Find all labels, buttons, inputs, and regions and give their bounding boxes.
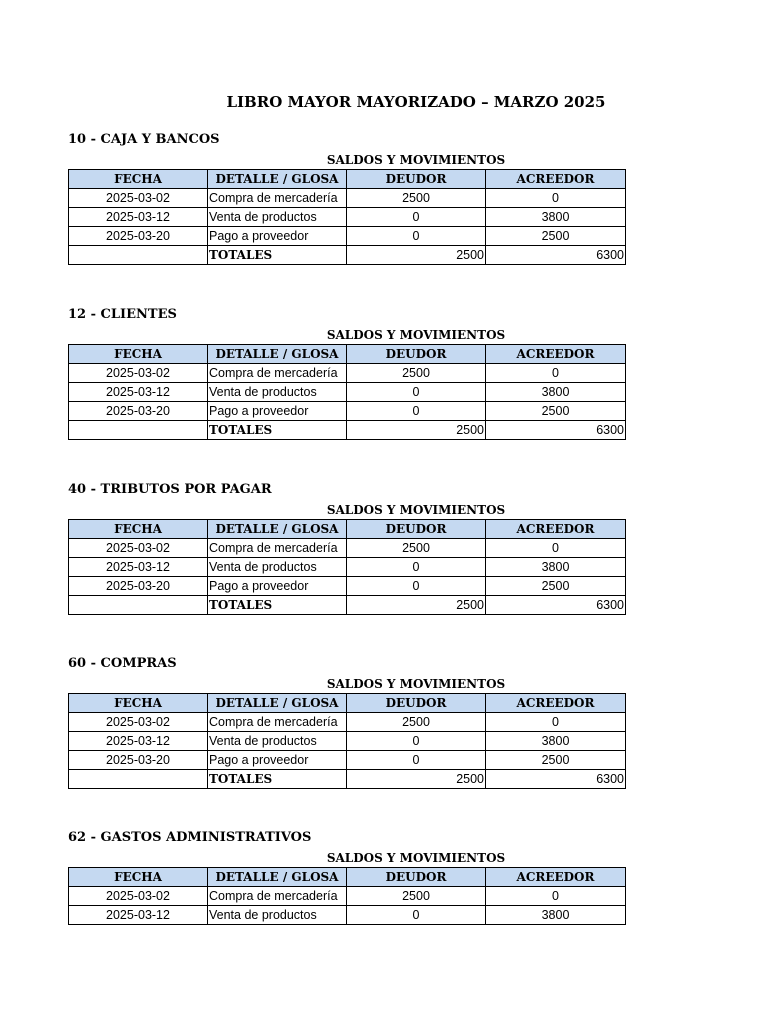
ledger-table	[68, 519, 626, 615]
table-row	[69, 539, 626, 558]
cell-acreedor: 0	[486, 713, 626, 732]
cell-empty	[69, 246, 208, 265]
total-deudor: 2500	[347, 246, 486, 265]
header-detalle: DETALLE / GLOSA	[208, 345, 347, 364]
cell-fecha: 2025-03-20	[69, 402, 208, 421]
cell-empty	[69, 596, 208, 615]
table-row	[69, 364, 626, 383]
totals-row	[69, 596, 626, 615]
table-row	[69, 887, 626, 906]
cell-detalle: Venta de productos	[208, 208, 347, 227]
header-deudor: DEUDOR	[347, 170, 486, 189]
cell-acreedor: 3800	[486, 208, 626, 227]
cell-acreedor: 0	[486, 189, 626, 208]
table-row	[69, 558, 626, 577]
cell-deudor: 0	[347, 383, 486, 402]
account-title: 62 - GASTOS ADMINISTRATIVOS	[68, 830, 312, 845]
cell-fecha: 2025-03-02	[69, 189, 208, 208]
cell-detalle: Pago a proveedor	[208, 227, 347, 246]
cell-deudor: 0	[347, 751, 486, 770]
cell-acreedor: 2500	[486, 402, 626, 421]
cell-fecha: 2025-03-12	[69, 383, 208, 402]
table-caption: SALDOS Y MOVIMIENTOS	[326, 851, 506, 865]
header-deudor: DEUDOR	[347, 694, 486, 713]
table-row	[69, 713, 626, 732]
account-section	[68, 655, 625, 789]
page-title: LIBRO MAYOR MAYORIZADO – MARZO 2025	[226, 93, 606, 111]
account-title: 60 - COMPRAS	[68, 656, 177, 671]
totals-label: TOTALES	[208, 421, 347, 440]
cell-deudor: 0	[347, 402, 486, 421]
cell-deudor: 2500	[347, 364, 486, 383]
cell-acreedor: 3800	[486, 906, 626, 925]
header-acreedor: ACREEDOR	[486, 694, 626, 713]
header-fecha: FECHA	[69, 694, 208, 713]
cell-deudor: 2500	[347, 539, 486, 558]
table-caption: SALDOS Y MOVIMIENTOS	[326, 677, 506, 691]
cell-acreedor: 2500	[486, 577, 626, 596]
cell-fecha: 2025-03-02	[69, 713, 208, 732]
table-row	[69, 577, 626, 596]
cell-fecha: 2025-03-12	[69, 208, 208, 227]
cell-detalle: Compra de mercadería	[208, 887, 347, 906]
cell-fecha: 2025-03-12	[69, 732, 208, 751]
ledger-table	[68, 344, 626, 440]
cell-deudor: 0	[347, 208, 486, 227]
table-caption: SALDOS Y MOVIMIENTOS	[326, 328, 506, 342]
totals-label: TOTALES	[208, 596, 347, 615]
account-section	[68, 481, 625, 615]
table-caption: SALDOS Y MOVIMIENTOS	[326, 503, 506, 517]
account-section	[68, 829, 625, 925]
table-row	[69, 402, 626, 421]
ledger-table	[68, 693, 626, 789]
table-row	[69, 208, 626, 227]
cell-deudor: 0	[347, 577, 486, 596]
total-deudor: 2500	[347, 596, 486, 615]
account-title: 10 - CAJA Y BANCOS	[68, 132, 220, 147]
header-detalle: DETALLE / GLOSA	[208, 868, 347, 887]
totals-row	[69, 770, 626, 789]
header-fecha: FECHA	[69, 520, 208, 539]
cell-detalle: Compra de mercadería	[208, 539, 347, 558]
cell-acreedor: 2500	[486, 751, 626, 770]
header-acreedor: ACREEDOR	[486, 170, 626, 189]
cell-deudor: 2500	[347, 887, 486, 906]
total-acreedor: 6300	[486, 770, 626, 789]
cell-acreedor: 3800	[486, 558, 626, 577]
header-detalle: DETALLE / GLOSA	[208, 694, 347, 713]
cell-detalle: Pago a proveedor	[208, 577, 347, 596]
cell-empty	[69, 770, 208, 789]
cell-fecha: 2025-03-12	[69, 558, 208, 577]
cell-fecha: 2025-03-02	[69, 539, 208, 558]
header-row	[69, 694, 626, 713]
cell-fecha: 2025-03-02	[69, 887, 208, 906]
cell-acreedor: 0	[486, 364, 626, 383]
cell-detalle: Compra de mercadería	[208, 713, 347, 732]
cell-acreedor: 2500	[486, 227, 626, 246]
header-deudor: DEUDOR	[347, 345, 486, 364]
cell-acreedor: 0	[486, 887, 626, 906]
account-title: 40 - TRIBUTOS POR PAGAR	[68, 482, 272, 497]
cell-deudor: 0	[347, 558, 486, 577]
cell-detalle: Venta de productos	[208, 558, 347, 577]
totals-row	[69, 421, 626, 440]
header-acreedor: ACREEDOR	[486, 868, 626, 887]
header-acreedor: ACREEDOR	[486, 345, 626, 364]
cell-detalle: Compra de mercadería	[208, 189, 347, 208]
total-deudor: 2500	[347, 770, 486, 789]
cell-detalle: Pago a proveedor	[208, 751, 347, 770]
header-deudor: DEUDOR	[347, 520, 486, 539]
cell-deudor: 2500	[347, 713, 486, 732]
ledger-table	[68, 867, 626, 925]
ledger-table	[68, 169, 626, 265]
table-row	[69, 189, 626, 208]
header-fecha: FECHA	[69, 868, 208, 887]
cell-acreedor: 0	[486, 539, 626, 558]
header-fecha: FECHA	[69, 170, 208, 189]
table-row	[69, 732, 626, 751]
total-deudor: 2500	[347, 421, 486, 440]
table-row	[69, 383, 626, 402]
header-row	[69, 170, 626, 189]
total-acreedor: 6300	[486, 246, 626, 265]
cell-deudor: 0	[347, 227, 486, 246]
totals-label: TOTALES	[208, 246, 347, 265]
cell-deudor: 0	[347, 906, 486, 925]
cell-fecha: 2025-03-02	[69, 364, 208, 383]
header-row	[69, 345, 626, 364]
header-acreedor: ACREEDOR	[486, 520, 626, 539]
header-row	[69, 520, 626, 539]
cell-empty	[69, 421, 208, 440]
totals-label: TOTALES	[208, 770, 347, 789]
cell-deudor: 0	[347, 732, 486, 751]
header-detalle: DETALLE / GLOSA	[208, 520, 347, 539]
totals-row	[69, 246, 626, 265]
account-title: 12 - CLIENTES	[68, 307, 177, 322]
cell-fecha: 2025-03-20	[69, 751, 208, 770]
table-caption: SALDOS Y MOVIMIENTOS	[326, 153, 506, 167]
cell-fecha: 2025-03-20	[69, 577, 208, 596]
header-fecha: FECHA	[69, 345, 208, 364]
account-section	[68, 306, 625, 440]
table-row	[69, 906, 626, 925]
cell-deudor: 2500	[347, 189, 486, 208]
header-deudor: DEUDOR	[347, 868, 486, 887]
cell-detalle: Venta de productos	[208, 732, 347, 751]
table-row	[69, 751, 626, 770]
account-section	[68, 131, 625, 265]
cell-fecha: 2025-03-20	[69, 227, 208, 246]
cell-detalle: Pago a proveedor	[208, 402, 347, 421]
cell-acreedor: 3800	[486, 732, 626, 751]
total-acreedor: 6300	[486, 596, 626, 615]
cell-detalle: Venta de productos	[208, 906, 347, 925]
table-row	[69, 227, 626, 246]
cell-detalle: Venta de productos	[208, 383, 347, 402]
header-detalle: DETALLE / GLOSA	[208, 170, 347, 189]
cell-fecha: 2025-03-12	[69, 906, 208, 925]
cell-acreedor: 3800	[486, 383, 626, 402]
header-row	[69, 868, 626, 887]
total-acreedor: 6300	[486, 421, 626, 440]
cell-detalle: Compra de mercadería	[208, 364, 347, 383]
